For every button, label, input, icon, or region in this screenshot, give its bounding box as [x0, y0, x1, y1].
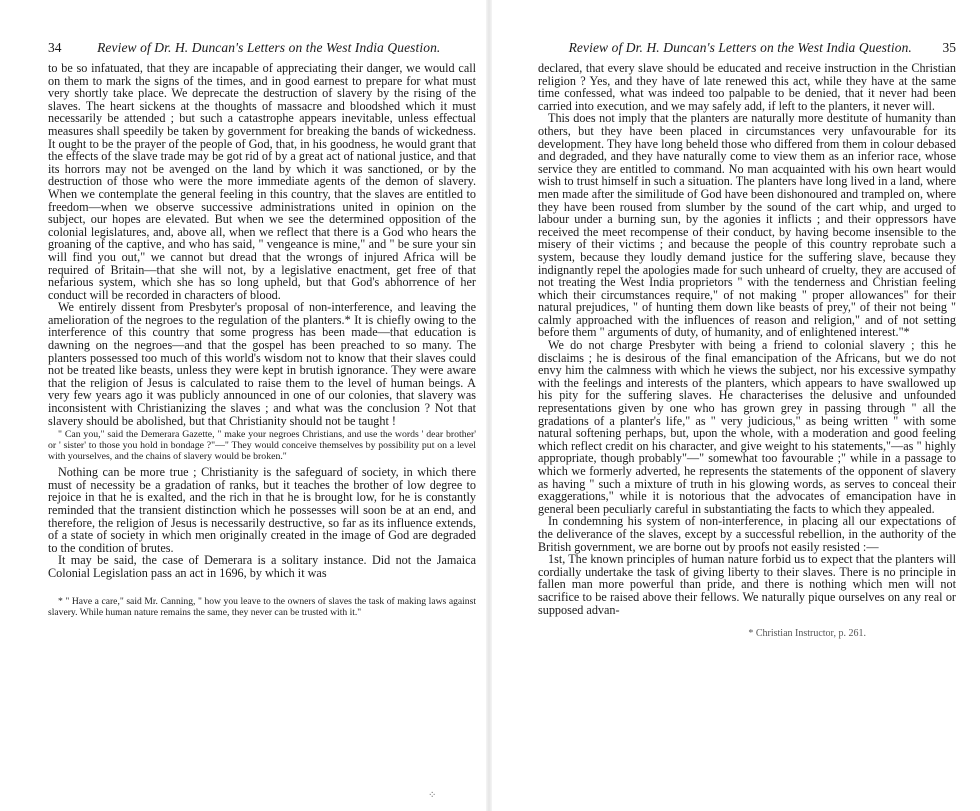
- left-running-head: Review of Dr. H. Duncan's Letters on the West India Question.: [97, 40, 441, 55]
- paragraph: This does not imply that the planters are naturally more destitute of humanity than others, but they have been placed in circumstances very unfavourable for its development. They have long beheld those who differed from them in colour debased and degraded, and they have naturally come to view them as an inferior race, whose service they are entitled to command. No man acquainted with his own heart would wish to trust himself in such a situation. The planters have long lived in a land, where men made after the similitude of God have been dishonoured and trampled on, where they have been roused from slumber by the sound of the cart whip, and urged to labour under a burning sun, by the agonies it inflicts ; and their oppressors have received the meet recompense of their conduct, by having become insensible to the misery of their victims ; and because the people of this country reprobate such a system, because they loudly demand justice for the suffering slave, because they indignantly repel the apologies made for such unheard of cruelty, they are accused of not treating the West India proprietors " with the tenderness and Christian feeling which their circumstances require," of not making " proper allowances" for their natural prejudices, " of hunting them down like beasts of prey," of their not being " calmly approached with the influences of reason and religion," and of not setting before them " arguments of duty, of humanity, and of enlightened interest."*: [538, 111, 956, 340]
- paragraph: Nothing can be more true ; Christianity is the safeguard of society, in which there must of necessity be a gradation of ranks, but it teaches the brother of low degree to rejoice in that he is exalted, and the rich in that he is brought low, for he is constantly reminded that the transient distinction which he possesses will soon be at an end, and therefore, the religion of Jesus is necessarily destructive, so far as its influence extends, of a state of society in which men originally created in the image of God are degraded to the condition of brutes.: [48, 465, 476, 555]
- right-running-head: Review of Dr. H. Duncan's Letters on the West India Question.: [568, 40, 912, 55]
- right-page-number: 35: [942, 40, 956, 55]
- right-page: [490, 0, 980, 811]
- paragraph: We do not charge Presbyter with being a friend to colonial slavery ; this he disclaims ; he is desirous of the final emancipation of the Africans, but we do not envy him the calmness with which he views the subject, nor his excessive sympathy with the feelings and interests of the planters, which appears to have swallowed up his pity for the suffering slaves. He characterises the delusive and unfounded representations given by one who has grown grey in passing through " all the gradations of a planter's life," as " very judicious," as being written " with some natural softening perhaps, but, upon the whole, with a moderation and good feeling which reflect credit on his character, and give weight to his statements,"—as " highly appropriate, though probably"—" somewhat too favourable ;" while in a passage to which we formerly adverted, he represents the statements of the opponent of slavery as having " such a mixture of truth in his glowing words, as serves to conceal their exaggerations," while it is notorious that the advocates of emancipation have in general been peculiarly careful in substantiating the facts to which they appealed.: [538, 338, 956, 516]
- printer-mark: ⁘: [428, 790, 437, 801]
- paragraph: to be so infatuated, that they are incapable of appreciating their danger, we would call on them to mark the signs of the times, and in good earnest to prepare for what must very shortly take place. We deprecate the destruction of slavery by the rising of the slaves. The heart sickens at the thoughts of massacre and bloodshed which it must necessarily be attended ; but such a catastrophe appears inevitable, unless effectual measures shall speedily be taken by government for breaking the bands of wickedness. It ought to be the prayer of the people of God, that, in his goodness, he would grant that the effects of the slave trade may be got rid of by a great act of national justice, and that its horrors may not be avenged on the land by which it was sanctioned, or by the destruction of those who were the more immediate agents of the demon of slavery. When we contemplate the general feeling in this country, that the slaves are entitled to freedom—when we observe successive administrations united in opinion on the subject, our hopes are elevated. But when we see the determined opposition of the colonial legislatures, and, above all, when we reflect that there is a God who hears the groaning of the captive, and who has said, " vengeance is mine," and " be sure your sin will find you out," we cannot but dread that the wrongs of injured Africa will be required of Britain—that she will not, by a legislative enactment, get free of that nefarious system, which she has so long upheld, but that God's abhorrence of her conduct will be recorded in characters of blood.: [48, 61, 476, 302]
- paragraph: In condemning his system of non-interference, in placing all our expectations of the deliverance of the slaves, except by a successful rebellion, in the authority of the British government, we are borne out by proofs not easily resisted :—: [538, 514, 956, 554]
- paragraph: 1st, The known principles of human nature forbid us to expect that the planters will cordially undertake the task of giving liberty to their slaves. There is no principle in fallen man more powerful than pride, and there is nothing which men will not sacrifice to be raised above their fellows. We naturally pique ourselves on any real or supposed advan-: [538, 552, 956, 617]
- block-quote: " Can you," said the Demerara Gazette, " make your negroes Christians, and use the words ' dear brother' or ' sister' to those you hold in bondage ?"—" They would conceive themselves by possibility put on a level with yourselves, and the chains of slavery would be broken.": [48, 429, 476, 463]
- right-page-body: [538, 62, 956, 616]
- left-page-header: [48, 40, 476, 58]
- paragraph: declared, that every slave should be educated and receive instruction in the Christian religion ? Yes, and they have of late renewed this act, while they have at the same time confessed, what was indeed too palpable to be denied, that it never had been carried into execution, and we may safely add, if left to the planters, it never will.: [538, 61, 956, 113]
- left-page-body: [48, 62, 476, 580]
- paragraph: We entirely dissent from Presbyter's proposal of non-interference, and leaving the amelioration of the negroes to the regulation of the planters.* It is chiefly owing to the interference of this country that some progress has been made—that education is dawning on the negroes—and that the gospel has been preached to so many. The planters possessed too much of this world's wisdom not to know that their slaves could not be treated like beasts, unless they were kept in brutish ignorance. They were aware that the religion of Jesus is calculated to raise them to the level of human beings. A very few years ago it was publicly announced in one of our colonies, that slavery was inconsistent with Christianizing the slaves ; and what was the conclusion ? Not that slavery should be abolished, but that Christianity should not be taught !: [48, 300, 476, 428]
- right-page-header: [538, 40, 956, 58]
- right-footnote: * Christian Instructor, p. 261.: [748, 628, 866, 640]
- left-footnote: * " Have a care," said Mr. Canning, " how you leave to the owners of slaves the task of making laws against slavery. While human nature remains the same, they never can be trusted with it.": [48, 595, 476, 618]
- left-page-number: 34: [48, 40, 62, 55]
- paragraph: It may be said, the case of Demerara is a solitary instance. Did not the Jamaica Colonial Legislation pass an act in 1696, by which it was: [48, 553, 476, 580]
